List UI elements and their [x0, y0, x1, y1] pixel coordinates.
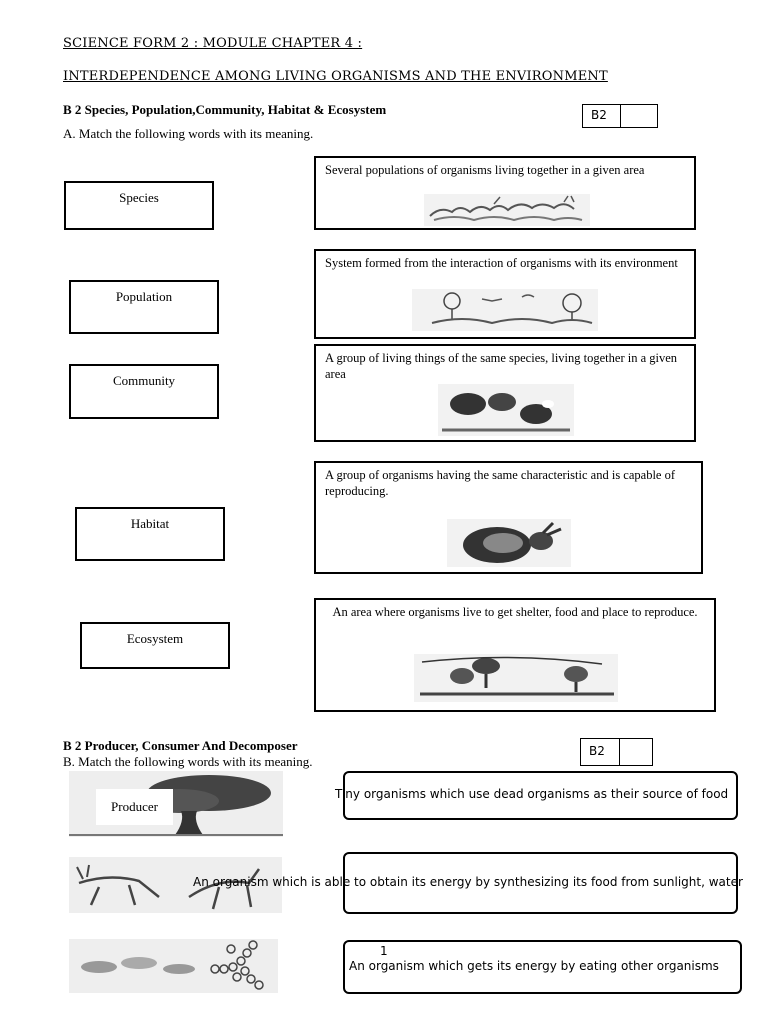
word-ecosystem[interactable] [80, 622, 230, 669]
section-a-mark-score [621, 105, 657, 127]
section-a-mark-label: B2 [583, 105, 621, 127]
habitat-illustration [414, 654, 618, 702]
word-species[interactable] [64, 181, 214, 230]
section-b-instruction: B. Match the following words with its meaning. [63, 754, 313, 769]
definition-text: An area where organisms live to get shelter, food and place to reproduce. [332, 605, 698, 619]
chapter-title: INTERDEPENDENCE AMONG LIVING ORGANISMS AND THE ENVIRONMENT [63, 69, 608, 84]
definition-text: System formed from the interaction of organisms with its environment [325, 256, 678, 270]
definition-text: A group of organisms having the same characteristic and is capable of reproducing. [325, 468, 676, 498]
definition-ecosystem[interactable] [314, 249, 696, 339]
section-a-instruction: A. Match the following words with its meaning. [63, 126, 314, 141]
definition-species[interactable] [314, 461, 703, 574]
section-b-mark-score [620, 739, 652, 765]
section-b-mark-label: B2 [581, 739, 620, 765]
word-label: Population [115, 289, 173, 304]
animal-community-illustration [424, 194, 590, 226]
word-habitat[interactable] [75, 507, 225, 561]
decomposer-illustration [69, 939, 278, 993]
section-b-mark-box [580, 738, 653, 766]
definition-habitat[interactable] [314, 598, 716, 712]
definition-population[interactable] [314, 344, 696, 442]
module-title: SCIENCE FORM 2 : MODULE CHAPTER 4 : [63, 36, 363, 51]
rabbit-illustration [447, 519, 571, 567]
word-community[interactable] [69, 364, 219, 419]
section-a-title: B 2 Species, Population,Community, Habitat & Ecosystem [63, 102, 387, 117]
word-population[interactable] [69, 280, 219, 334]
section-a-mark-box [582, 104, 658, 128]
section-b-title: B 2 Producer, Consumer And Decomposer [63, 738, 298, 753]
definition-decomposer-text: Tiny organisms which use dead organisms as their source of food [335, 787, 729, 801]
definition-producer-text: An organism which is able to obtain its energy by synthesizing its food from sunlight, water [193, 875, 743, 889]
producer-label-text: Producer [111, 799, 158, 814]
word-label: Community [112, 373, 176, 388]
definition-consumer-text: An organism which gets its energy by eating other organisms [349, 959, 719, 973]
word-label: Habitat [130, 516, 170, 531]
word-label: Species [119, 190, 159, 205]
ecosystem-illustration [412, 289, 598, 331]
definition-text: A group of living things of the same species, living together in a given area [325, 351, 678, 381]
word-label: Ecosystem [126, 631, 184, 646]
definition-text: Several populations of organisms living together in a given area [325, 163, 645, 177]
producer-label[interactable] [96, 789, 173, 825]
rabbits-group-illustration [438, 384, 574, 436]
definition-community[interactable] [314, 156, 696, 230]
page-number: 1 [380, 944, 388, 958]
